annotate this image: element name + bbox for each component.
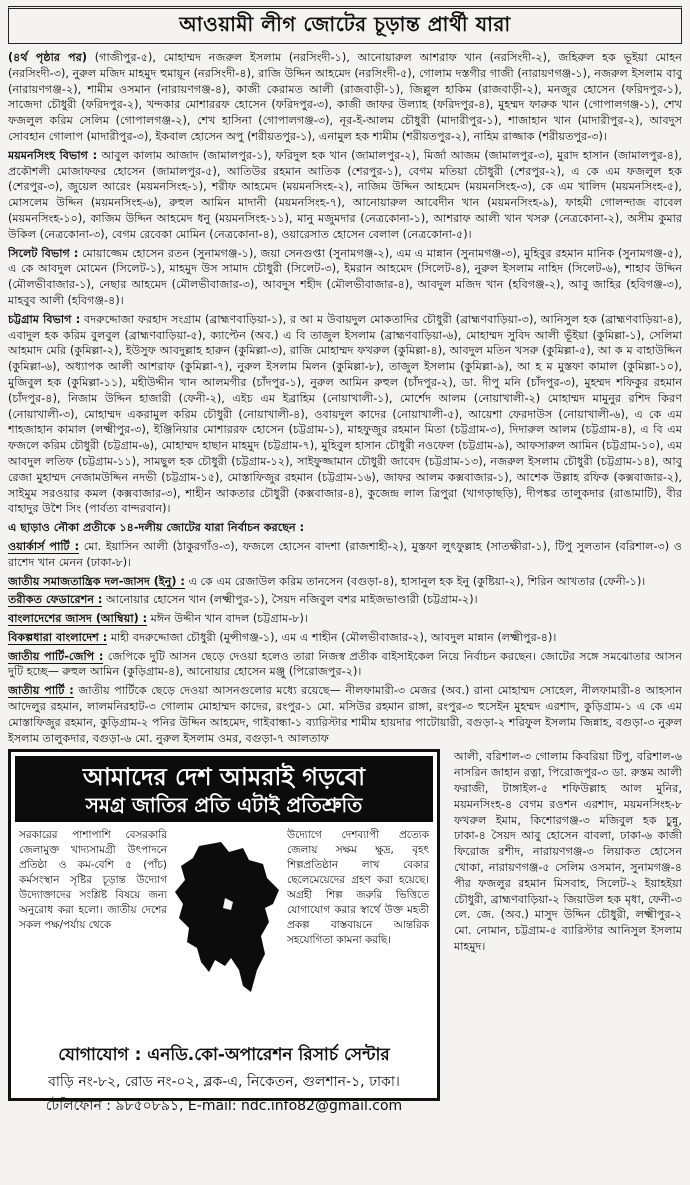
section-label: চট্টগ্রাম বিভাগ :: [8, 312, 81, 326]
paragraph-jp-jepi: [8, 649, 682, 681]
paragraph-intro: [8, 50, 682, 145]
ad-contact-phone: টেলিফোন : ৯৮৫০৮৯১, E-mail: ndc.info82@gmail.com: [45, 1098, 403, 1115]
article-body: [8, 50, 682, 746]
section-label: বাংলাদেশের জাসদ (আম্বিয়া) :: [8, 612, 148, 626]
ad-banner: [15, 756, 433, 822]
ad-contact: [11, 1042, 437, 1118]
section-label: ময়মনসিংহ বিভাগ :: [8, 148, 98, 162]
paragraph-jatiya-party: [8, 683, 682, 746]
ad-banner-line1: আমাদের দেশ আমরাই গড়বো: [82, 763, 366, 792]
section-text: মাহী বদরুদ্দোজা চৌধুরী (মুন্সীগঞ্জ-১), এম এ শাহীন (মৌলভীবাজার-২), আবদুল মান্নান (লক্ষ্মীপুর-৪)।: [110, 630, 557, 644]
section-label: জাতীয় সমাজতান্ত্রিক দল-জাসদ (ইনু) :: [8, 574, 185, 588]
section-text: এ কে এম রেজাউল করিম তানসেন (বগুড়া-৪), হাসানুল হক ইনু (কুষ্টিয়া-২), শিরিন আখতার (ফেনী-১)।: [188, 574, 646, 588]
headline: আওয়ামী লীগ জোটের চূড়ান্ত প্রার্থী যারা: [8, 6, 682, 44]
paragraph-chattogram: [8, 312, 682, 517]
section-label: বিকল্পধারা বাংলাদেশ :: [8, 630, 108, 644]
ad-left-text: সরকারের পাশাপাশি বেসরকারি জেলামুক্ত খাদ্যসামগ্রী উৎপাদনে প্রতিষ্ঠা ও কম-বেশি ৫ (পাঁচ) কর্মসংস্থান সৃষ্টির চূড়ান্ত উদ্যোগ উদ্যোক্তাদের সংশ্লিষ্ট বিষয়ে জন্য অনুরোধ করা হলো। জাতীয় দেশের সকল পক্ষ/পর্যায় থেকে: [19, 829, 167, 932]
paragraph-tariqat: [8, 592, 682, 608]
paragraph-jasod-inu: [8, 574, 682, 590]
section-label: (৪র্থ পৃষ্ঠার পর): [8, 51, 87, 64]
ad-banner-line2: সমগ্র জাতির প্রতি এটাই প্রতিশ্রুতি: [85, 793, 363, 818]
section-label: ওয়ার্কার্স পার্টি :: [8, 539, 80, 553]
section-label: জাতীয় পার্টি-জেপি :: [8, 649, 104, 663]
ad-body: [19, 828, 429, 1038]
section-text: মো. ইয়াসিন আলী (ঠাকুরগাঁও-৩), ফজলে হোসেন বাদশা (রাজশাহী-২), মুস্তফা লুৎফুল্লাহ (সাতক্ষীরা-১), টিপু সুলতান (বরিশাল-৩) ও রাশেদ খান মেনন (ঢাকা-৮)।: [8, 539, 682, 569]
paragraph-jasod-ambia: [8, 611, 682, 627]
section-text: জেপিকে দুটি আসন ছেড়ে দেওয়া হলেও তারা নিজস্ব প্রতীক বাইসাইকেল নিয়ে নির্বাচন করছেন। জোটের সঙ্গে সমঝোতার আসন দুটি হচ্ছে— রুহুল আমিন (কুড়িগ্রাম-৪), আনোয়ার হোসেন মঞ্জু (পিরোজপুর-২)।: [8, 649, 682, 679]
bangladesh-map-icon: [169, 838, 285, 998]
paragraph-mymensingh: [8, 148, 682, 243]
newspaper-page: [8, 6, 682, 1171]
side-column-text: আলী, বরিশাল-৩ গোলাম কিবরিয়া টিপু, বরিশাল-৬ নাসরিন জাহান রত্না, পিরোজপুর-৩ ডা. রুস্তম আলী ফরাজী, টাঙ্গাইল-৫ শফিউল্লাহ আল মুনির, ময়মনসিংহ-৪ বেগম রওশন এরশাদ, ময়মনসিংহ-৮ ফখরুল ইমাম, কিশোরগঞ্জ-৩ মজিবুল হক চুন্নু, ঢাকা-৪ সৈয়দ আবু হোসেন বাবলা, ঢাকা-৬ কাজী ফিরোজ রশীদ, নারায়ণগঞ্জ-৩ লিয়াকত হোসেন খোকা, নারায়ণগঞ্জ-৫ সেলিম ওসমান, সুনামগঞ্জ-৪ পীর ফজলুর রহমান মিসবাহ, সিলেট-২ ইয়াহইয়া চৌধুরী, ব্রাহ্মণবাড়িয়া-২ জিয়াউল হক মৃধা, ফেনী-৩ লে. জে. (অব.) মাসুদ উদ্দিন চৌধুরী, লক্ষ্মীপুর-২ মো. নোমান, চট্টগ্রাম-৫ ব্যারিস্টার আনিসুল ইসলাম মাহমুদ।: [454, 750, 682, 954]
section-label: এ ছাড়াও নৌকা প্রতীকে ১৪-দলীয় জোটের যারা নির্বাচন করছেন :: [8, 521, 305, 535]
section-text: মঈন উদ্দীন খান বাদল (চট্টগ্রাম-৮)।: [150, 612, 308, 626]
section-text: আনোয়ার হোসেন খান (লক্ষ্মীপুর-১), সৈয়দ নজিবুল বশর মাইজভাণ্ডারী (চট্টগ্রাম-২)।: [105, 593, 478, 607]
paragraph-sylhet: [8, 246, 682, 309]
paragraph-workers-party: [8, 539, 682, 571]
advertisement: [8, 749, 440, 1115]
paragraph-alliance-heading: [8, 520, 682, 536]
section-text: জাতীয় পার্টিকে ছেড়ে দেওয়া আসনগুলোর মধ্যে রয়েছে— নীলফামারী-৩ মেজর (অব.) রানা মোহাম্মদ সোহেল, নীলফামারী-৪ আহসান আদেলুর রহমান, লালমনিরহাট-৩ গোলাম মোহাম্মদ কাদের, রংপুর-১ মো. মসিউর রহমান রাঙ্গা, রংপুর-৩ হুসেইন মুহম্মদ এরশাদ, কুড়িগ্রাম-১ এ কে এম মোস্তাফিজুর রহমান, কুড়িগ্রাম-২ পনির উদ্দিন আহমেদ, গাইবান্ধা-১ ব্যারিস্টার শামীম হায়দার পাটোয়ারী, বগুড়া-২ শরিফুল ইসলাম জিন্নাহ, বগুড়া-৩ নুরুল ইসলাম তালুকদার, বগুড়া-৬ মো. নুরুল ইসলাম ওমর, বগুড়া-৭ আলতাফ: [8, 684, 682, 745]
section-label: তরীকত ফেডারেশন :: [8, 593, 103, 607]
section-text: বদরুদ্দোজা ফরহাদ সংগ্রাম (ব্রাহ্মণবাড়িয়া-১), র আ ম উবায়দুল মোকতাদির চৌধুরী (ব্রাহ্মণবাড়িয়া-৩), আনিসুল হক (ব্রাহ্মণবাড়িয়া-৪), এবাদুল হক করিম বুলবুল (ব্রাহ্মণবাড়িয়া-৫), ক্যাপ্টেন (অব.) এ বি তাজুল ইসলাম (ব্রাহ্মণবাড়িয়া-৬), মোহাম্মদ সুবিদ আলী ভূঁইয়া (কুমিল্লা-১), সেলিমা আহমাদ মেরি (কুমিল্লা-২), ইউসুফ আবদুল্লাহ হারুন (কুমিল্লা-৩), রাজি মোহাম্মদ ফখরুল (কুমিল্লা-৪), আবদুল মতিন খসরু (কুমিল্লা-৫), আ ক ম বাহাউদ্দিন (কুমিল্লা-৬), অধ্যাপক আলী আশরাফ (কুমিল্লা-৭), নুরুল ইসলাম মিলন (কুমিল্লা-৮), তাজুল ইসলাম (কুমিল্লা-৯), আ হ ম মুস্তফা কামাল (কুমিল্লা-১০), মুজিবুল হক (কুমিল্লা-১১), মহীউদ্দীন খান আলমগীর (চাঁদপুর-১), নুরুল আমিন রুহুল (চাঁদপুর-২), ডা. দীপু মনি (চাঁদপুর-৩), মুহম্মদ শফিকুর রহমান (চাঁদপুর-৪), নিজাম উদ্দিন হাজারী (ফেনী-২), এইচ এম ইব্রাহিম (নোয়াখালী-১), মোর্শেদ আলম (নোয়াখালী-২) মোহাম্মদ মামুনুর রশিদ কিরণ (নোয়াখালী-৩), মোহাম্মদ একরামুল করিম চৌধুরী (নোয়াখালী-৪), ওবায়দুল কাদের (নোয়াখালী-৫), আয়েশা ফেরদাউস (নোয়াখালী-৬), এ কে এম শাহজাহান কামাল (লক্ষ্মীপুর-৩), ইঞ্জিনিয়ার মোশাররফ হোসেন (চট্টগ্রাম-১), মাহফুজুর রহমান মিতা (চট্টগ্রাম-৩), দিদারুল আলম (চট্টগ্রাম-৪), এ বি এম ফজলে করিম চৌধুরী (চট্টগ্রাম-৬), মোহাম্মদ হাছান মাহমুদ (চট্টগ্রাম-৭), মুহিবুল হাসান চৌধুরী নওফেল (চট্টগ্রাম-৯), আফসারুল আমিন (চট্টগ্রাম-১০), এম আবদুল লতিফ (চট্টগ্রাম-১১), সামছুল হক চৌধুরী (চট্টগ্রাম-১২), সাইফুজ্জামান চৌধুরী জাবেদ (চট্টগ্রাম-১৩), নজরুল ইসলাম চৌধুরী (চট্টগ্রাম-১৪), আবু রেজা মুহাম্মদ নেজামউদ্দিন নদভী (চট্টগ্রাম-১৫), মোস্তাফিজুর রহমান (চট্টগ্রাম-১৬), জাফর আলম কক্সবাজার-১), আশেক উল্লাহ রফিক (কক্সবাজার-২), সাইমুম সরওয়ার কমল (কক্সবাজার-৩), শাহীন আকতার চৌধুরী (কক্সবাজার-৪), কুজেন্দ্র লাল ত্রিপুরা (খাগড়াছড়ি), দীপঙ্কর তালুকদার (রাঙামাটি), বীর বাহাদুর উশৈ সিং (পার্বত্য বান্দরবান)।: [8, 312, 682, 516]
section-text: আবুল কালাম আজাদ (জামালপুর-১), ফরিদুল হক খান (জামালপুর-২), মির্জা আজম (জামালপুর-৩), মুরাদ হাসান (জামালপুর-৪), প্রকৌশলী মোজাফফর হোসেন (জামালপুর-৫), আতিউর রহমান আতিক (শেরপুর-১), বেগম মতিয়া চৌধুরী (শেরপুর-২), এ কে এম ফজলুল হক (শেরপুর-৩), জুয়েল আরেং (ময়মনসিংহ-১), শরীফ আহমেদ (ময়মনসিংহ-২), নাজিম উদ্দিন আহমেদ (ময়মনসিংহ-৩), কে এম খালিদ (ময়মনসিংহ-৫), মোসলেম উদ্দিন (ময়মনসিংহ-৬), রুহুল আমিন মাদানী (ময়মনসিংহ-৭), আনোয়ারুল আবেদীন খান (ময়মনসিংহ-৯), ফাহমী গোলন্দাজ বাবেল (ময়মনসিংহ-১০), কাজিম উদ্দিন আহমেদ ধনু (ময়মনসিংহ-১১), মানু মজুমদার (নেত্রকোনা-১), আশরাফ আলী খান খসরু (নেত্রকোনা-২), অসীম কুমার উকিল (নেত্রকোনা-৩), বেগম রেবেকা মোমিন (নেত্রকোনা-৪), ওয়ারেসাত হোসেন বেলাল (নেত্রকোনা-৫)।: [8, 148, 682, 241]
ad-contact-address: বাড়ি নং-৮২, রোড নং-০২, ব্লক-এ, নিকেতন, গুলশান-১, ঢাকা।: [48, 1074, 400, 1091]
ad-right-text: উদ্যোগে দেশব্যাপী প্রত্যেক জেলায় সক্ষম ক্ষুদ্র, বৃহৎ শিল্পপ্রতিষ্ঠান লাখ বেকার ছেলেমেয়েদের গ্রহণ করা হয়েছে। অগ্রহী শিল্প জরুরি ভিত্তিতে যোগাযোগ করার স্বার্থে উক্ত মহতী প্রকল্প বাস্তবায়নে আন্তরিক সহযোগিতা কামনা করছি।: [287, 829, 429, 947]
section-text: (গাজীপুর-৫), মোহাম্মদ নজরুল ইসলাম (নরসিংদী-১), আনোয়ারুল আশরাফ খান (নরসিংদী-২), জহিরুল হক ভূইয়া মোহন (নরসিংদী-৩), নুরুল মজিদ মাহমুদ হুমায়ূন (নরসিংদী-৪), রাজি উদ্দিন আহমেদ (নরসিংদী-৫), গোলাম দস্তগীর গাজী (নারায়ণগঞ্জ-১), নজরুল ইসলাম বাবু (নারায়ণগঞ্জ-২), শামীম ওসমান (নারায়ণগঞ্জ-৪), কাজী কেরামত আলী (রাজবাড়ী-১), জিল্লুল হাকিম (রাজবাড়ী-২), মনজুর হোসেন (ফরিদপুর-১), সাজেদা চৌধুরী (ফরিদপুর-২), খন্দকার মোশাররফ হোসেন (ফরিদপুর-৩), কাজী জাফর উল্যাহ (ফরিদপুর-৪), মুহম্মদ ফারুক খান (গোপালগঞ্জ-১), শেখ ফজলুল করিম সেলিম (গোপালগঞ্জ-২), শেখ হাসিনা (গোপালগঞ্জ-৩), নূর-ই-আলম চৌধুরী (মাদারীপুর-১), শাজাহান খান (মাদারীপুর-২), আবদুস সোবহান গোলাপ (মাদারীপুর-৩), ইকবাল হোসেন অপু (শরীয়তপুর-১), এনামুল হক শামীম (শরীয়তপুর-২), নাহিম রাজ্জাক (শরীয়তপুর-৩)।: [8, 51, 682, 143]
section-label: জাতীয় পার্টি :: [8, 684, 74, 698]
paragraph-bikolpodhara: [8, 630, 682, 646]
section-label: সিলেট বিভাগ :: [8, 246, 79, 260]
section-text: মোয়াজ্জেম হোসেন রতন (সুনামগঞ্জ-১), জয়া সেনগুপ্তা (সুনামগঞ্জ-২), এম এ মান্নান (সুনামগঞ্জ-৩), মুহিবুর রহমান মানিক (সুনামগঞ্জ-৫), এ কে আবদুল মোমেন (সিলেট-১), মাহমুদ উস সামাদ চৌধুরী (সিলেট-৩), ইমরান আহমেদ (সিলেট-৪), নুরুল ইসলাম নাহিদ (সিলেট-৬), শাহাব উদ্দিন (মৌলভীবাজার-১), নেছার আহমেদ (মৌলভীবাজার-৩), আবদুস শহীদ (মৌলভীবাজার-৪), আবদুল মজিদ খান (হবিগঞ্জ-২), আবু জাহির (হবিগঞ্জ-৩), মাহবুব আলী (হবিগঞ্জ-৪)।: [8, 246, 682, 307]
ad-contact-title: যোগাযোগ : এনডি.কো-অপারেশন রিসার্চ সেন্টার: [58, 1045, 390, 1066]
